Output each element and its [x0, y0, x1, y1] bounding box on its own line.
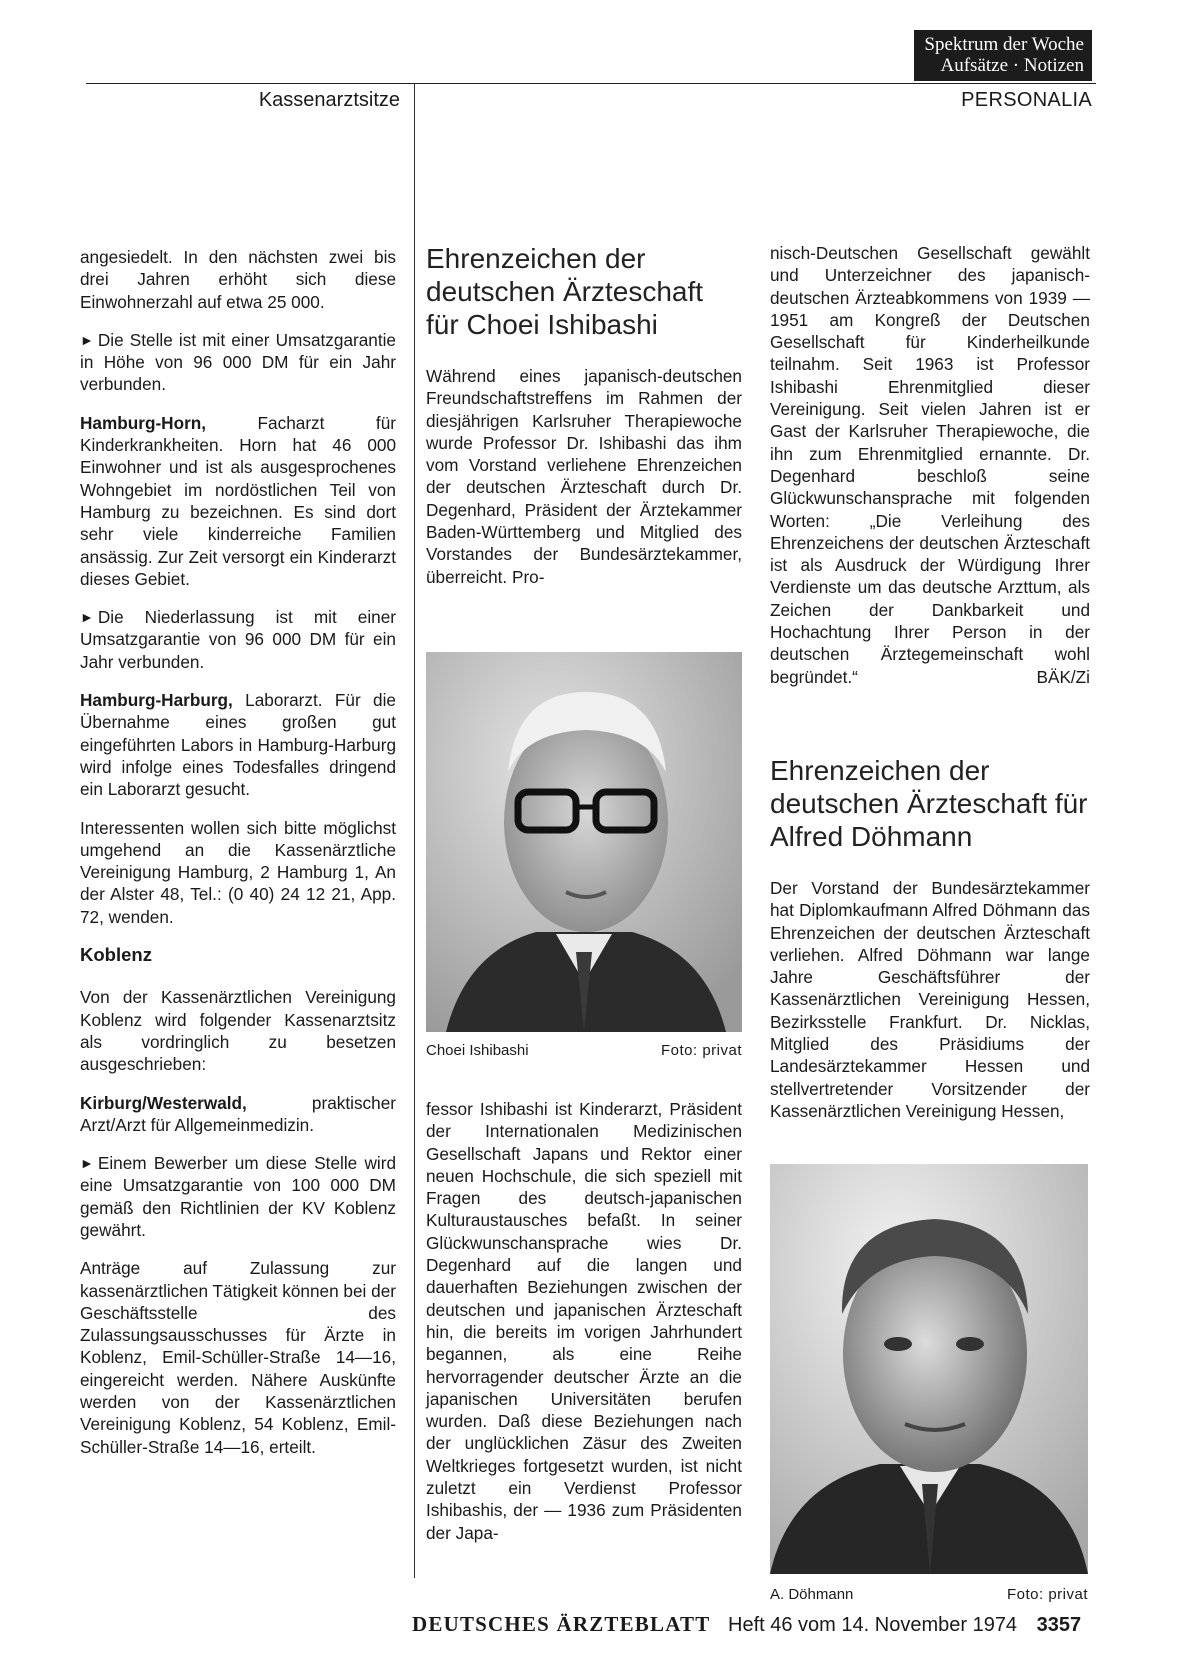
- article-doehmann: [770, 754, 1090, 1138]
- subheading-koblenz: Koblenz: [80, 944, 152, 966]
- paragraph: Während eines japanisch-deutschen Freundschaftstreffens im Rahmen der diesjährigen Karlsruher Therapiewoche wurde Professor Dr. Ishibashi das ihm vom Vorstand verliehene Ehrenzeichen der deutschen Ärzteschaft durch Dr. Degenhard, Präsident der Ärztekammer Baden-Württemberg und Mitglied des Vorstandes der Bundesärztekammer, überreicht. Pro-: [426, 366, 742, 587]
- headline-ishibashi: Ehrenzeichen der deutschen Ärzteschaft für Choei Ishibashi: [426, 243, 704, 340]
- triangle-bullet-icon: ►: [80, 1155, 94, 1172]
- paragraph: Interessenten wollen sich bitte möglichst umgehend an die Kassenärztliche Vereinigung Hamburg, 2 Hamburg 1, An der Alster 48, Tel.: (0 40) 24 12 21, App. 72, wenden.: [80, 817, 396, 927]
- paragraph: Der Vorstand der Bundesärztekammer hat Diplomkaufmann Alfred Döhmann das Ehrenzeichen der deutschen Ärzteschaft verliehen. Alfred Döhmann war lange Jahre Geschäftsführer der Kassenärztlichen Vereinigung Hessen, Bezirksstelle Frankfurt. Dr. Nicklas, Mitglied des Präsidiums der Landesärztekammer Hessen und stellvertretender Vorsitzender der Kassenärztlichen Vereinigung Hessen,: [770, 878, 1090, 1121]
- issue-info: Heft 46 vom 14. November 1974: [728, 1614, 1018, 1636]
- section-title-right: PERSONALIA: [961, 89, 1092, 111]
- journal-name: DEUTSCHES ÄRZTEBLATT: [412, 1612, 711, 1636]
- paragraph: fessor Ishibashi ist Kinderarzt, Präsident der Internationalen Medizinischen Gesellschaft Japans und Rektor einer neuen Hochschule, die sich speziell mit Fragen des deutsch-japanischen Kulturaustausches befaßt. In seiner Glückwunschansprache wies Dr. Degenhard auf die langen und dauerhaften Beziehungen zwischen der deutschen und japanischen Ärzteschaft hin, die bereits im vorigen Jahrhundert begannen, als eine Reihe hervorragender deutscher Ärzte an die japanischen Universitäten berufen wurden. Daß diese Beziehungen nach der unglücklichen Zäsur des Zweiten Weltkrieges fortgesetzt wurden, ist nicht zuletzt ein Verdienst Professor Ishibashis, der — 1936 zum Präsidenten der Japa-: [426, 1099, 742, 1543]
- location-lead: Kirburg/Westerwald,: [80, 1092, 247, 1113]
- page-number: 3357: [1036, 1614, 1082, 1636]
- paragraph: angesiedelt. In den nächsten zwei bis drei Jahren erhöht sich diese Einwohnerzahl auf etwa 25 000.: [80, 247, 396, 312]
- photo-credit: Foto: privat: [1006, 1586, 1088, 1603]
- caption-text: A. Döhmann: [770, 1586, 854, 1603]
- paragraph: Anträge auf Zulassung zur kassenärztlichen Tätigkeit können bei der Geschäftsstelle des Zulassungsausschusses für Ärzte in Koblenz, Emil-Schüller-Straße 14—16, eingereicht werden. Nähere Auskünfte werden von der Kassenärztlichen Vereinigung Koblenz, 54 Koblenz, Emil-Schüller-Straße 14—16, erteilt.: [80, 1258, 396, 1457]
- paragraph: Hamburg-Horn, Facharzt für Kinderkrankheiten. Horn hat 46 000 Einwohner und ist als ausgesprochenes Wohngebiet im nordöstlichen Teil von Hamburg zu bezeichnen. Es sind dort sehr viele kinderreiche Familien ansässig. Zur Zeit versorgt ein Kinderarzt dieses Gebiet.: [80, 412, 396, 589]
- photo-ishibashi: [426, 652, 742, 1032]
- signature: BÄK/Zi: [1036, 666, 1090, 687]
- headline-doehmann: Ehrenzeichen der deutschen Ärzteschaft für Alfred Döhmann: [770, 755, 1088, 852]
- masthead: [914, 30, 1092, 81]
- portrait-man-glasses-icon: [426, 652, 742, 1032]
- paragraph: ► Die Stelle ist mit einer Umsatzgarantie in Höhe von 96 000 DM für ein Jahr verbunden.: [80, 329, 396, 395]
- page-footer: [412, 1612, 1081, 1637]
- article-ishibashi-intro: [426, 242, 742, 604]
- triangle-bullet-icon: ►: [80, 331, 94, 348]
- caption-doehmann: [770, 1586, 1088, 1603]
- section-title-left: Kassenarztsitze: [258, 89, 400, 111]
- paragraph: Hamburg-Harburg, Laborarzt. Für die Übernahme eines großen gut eingeführten Labors in Hamburg-Harburg wird infolge eines Todesfalles dringend ein Laborarzt gesucht.: [80, 690, 396, 800]
- paragraph: Kirburg/Westerwald, praktischer Arzt/Arzt für Allgemeinmedizin.: [80, 1092, 396, 1135]
- caption-text: Choei Ishibashi: [426, 1042, 529, 1059]
- paragraph: nisch-Deutschen Gesellschaft gewählt und Unterzeichner des japanisch-deutschen Ärzteabkommens von 1939 — 1951 am Kongreß der Deutschen Gesellschaft für Kinderheilkunde teilnahm. Seit 1963 ist Professor Ishibashi Ehrenmitglied dieser Vereinigung. Seit vielen Jahren ist er Gast der Karlsruher Therapiewoche, die ihn zum Ehrenmitglied ernannte. Dr. Degenhard beschloß seine Glückwunschansprache mit folgenden Worten: „Die Verleihung des Ehrenzeichens der deutschen Ärzteschaft ist als Ausdruck der Würdigung Ihrer Verdienste um das deutsche Arzttum, als Zeichen der Dankbarkeit und Hochachtung Ihrer Person in der deutschen Ärztegemeinschaft wohl begründet.“ BÄK/Zi: [770, 243, 1090, 687]
- triangle-bullet-icon: ►: [80, 609, 94, 626]
- article-ishibashi-end: [770, 242, 1090, 704]
- location-lead: Hamburg-Harburg,: [80, 690, 233, 711]
- photo-doehmann: [770, 1164, 1088, 1574]
- article-ishibashi-continued: [426, 1098, 742, 1560]
- paragraph: Von der Kassenärztlichen Vereinigung Koblenz wird folgender Kassenarztsitz als vordringlich zu besetzen ausgeschrieben:: [80, 987, 396, 1075]
- header-rule: [86, 83, 1096, 84]
- column-kassenarztsitze: [80, 246, 396, 1474]
- column-divider: [414, 83, 415, 1578]
- caption-ishibashi: [426, 1042, 742, 1059]
- location-lead: Hamburg-Horn,: [80, 412, 207, 433]
- paragraph: ► Die Niederlassung ist mit einer Umsatzgarantie von 96 000 DM für ein Jahr verbunden.: [80, 607, 396, 672]
- masthead-line2: Aufsätze · Notizen: [940, 55, 1084, 76]
- masthead-line1: Spektrum der Woche: [924, 34, 1084, 55]
- photo-credit: Foto: privat: [660, 1042, 742, 1059]
- paragraph: ► Einem Bewerber um diese Stelle wird eine Umsatzgarantie von 100 000 DM gemäß den Richtlinien der KV Koblenz gewährt.: [80, 1153, 396, 1240]
- portrait-man-icon: [770, 1164, 1088, 1574]
